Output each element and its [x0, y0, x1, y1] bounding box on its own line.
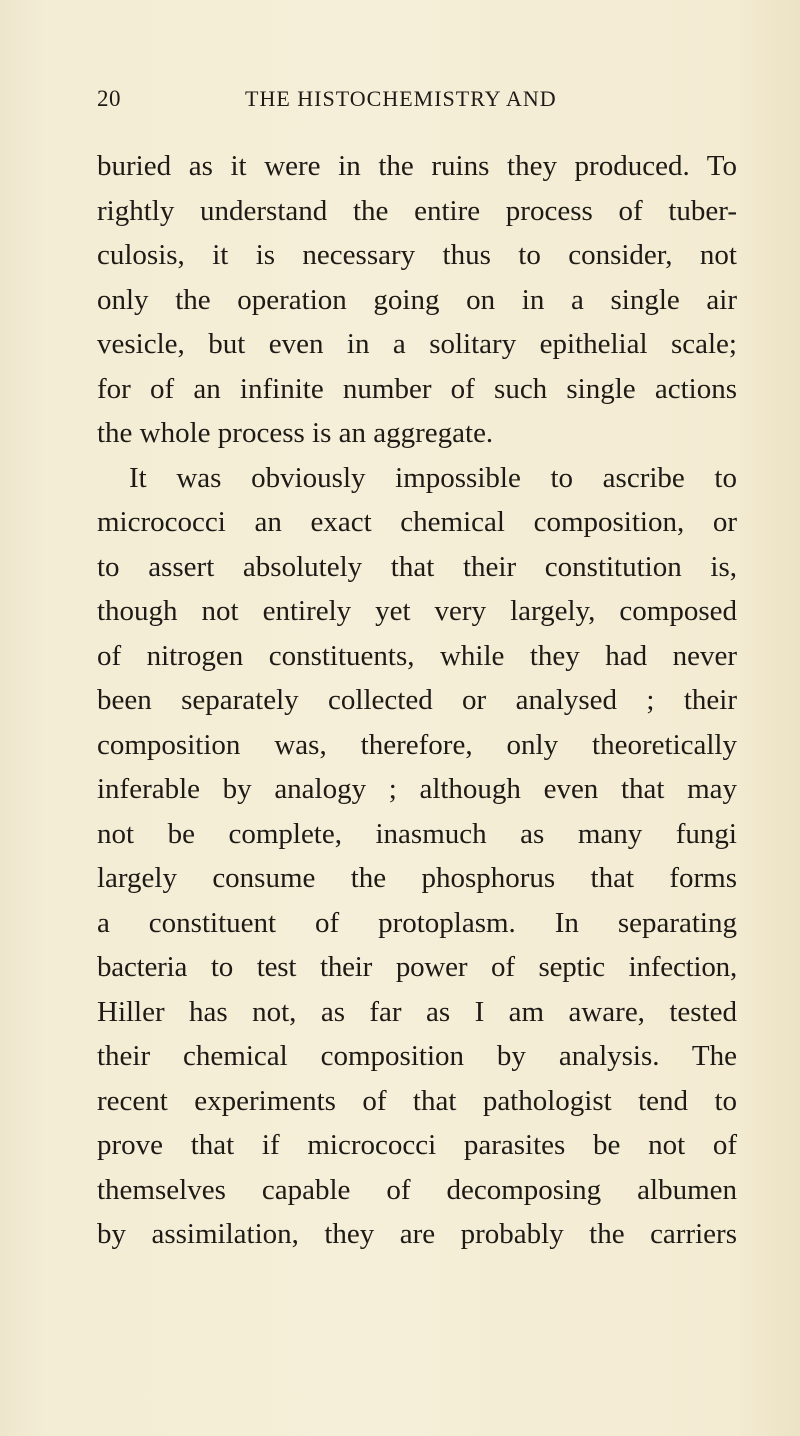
text-line: micrococci an exact chemical composition, or	[97, 506, 737, 538]
text-line: themselves capable of decomposing albumen	[97, 1173, 737, 1206]
text-line: largely consume the phosphorus that forms	[97, 862, 737, 894]
text-line: though not entirely yet very largely, composed	[97, 595, 737, 627]
running-head-title: THE HISTOCHEMISTRY AND	[245, 86, 557, 111]
text-line: the whole process is an aggregate.	[97, 417, 494, 449]
text-line: buried as it were in the ruins they produced. To	[97, 150, 737, 182]
text-line: bacteria to test their power of septic infection,	[97, 951, 737, 983]
running-head	[97, 86, 737, 122]
text-line: recent experiments of that pathologist tend to	[97, 1084, 737, 1117]
paragraph-1	[97, 144, 737, 456]
text-line: for of an infinite number of such single actions	[97, 372, 737, 405]
paragraph-2	[97, 456, 737, 1257]
page-number: 20	[97, 86, 121, 111]
body-text	[97, 144, 737, 1257]
text-line: It was obviously impossible to ascribe to	[129, 461, 737, 494]
text-line: culosis, it is necessary thus to consider, not	[97, 239, 737, 271]
text-line: been separately collected or analysed ; their	[97, 684, 737, 716]
text-line: only the operation going on in a single air	[97, 283, 737, 316]
text-line: their chemical composition by analysis. The	[97, 1040, 737, 1072]
text-line: not be complete, inasmuch as many fungi	[97, 817, 737, 850]
text-line: composition was, therefore, only theoretically	[97, 728, 737, 761]
text-line: of nitrogen constituents, while they had never	[97, 639, 737, 672]
text-line: to assert absolutely that their constitution is,	[97, 550, 737, 583]
text-line: inferable by analogy ; although even that may	[97, 773, 737, 805]
text-line: Hiller has not, as far as I am aware, tested	[97, 995, 737, 1028]
text-line: prove that if micrococci parasites be not of	[97, 1129, 737, 1161]
text-line: rightly understand the entire process of tuber-	[97, 194, 737, 227]
text-line: a constituent of protoplasm. In separating	[97, 906, 737, 939]
text-line: vesicle, but even in a solitary epithelial scale;	[97, 328, 737, 360]
text-line: by assimilation, they are probably the carriers	[97, 1218, 737, 1250]
